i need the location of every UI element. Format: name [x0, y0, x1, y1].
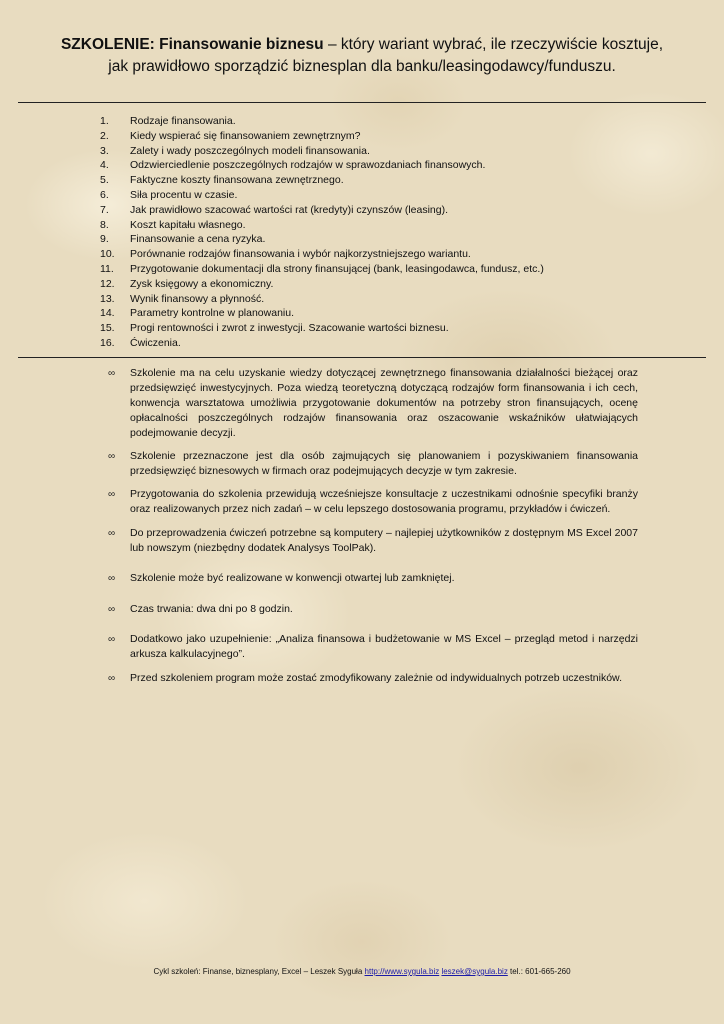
page-footer	[0, 967, 724, 976]
description-item: ∞ Czas trwania: dwa dni po 8 godzin.	[108, 603, 293, 615]
description-item: ∞ Przygotowania do szkolenia przewidują wcześniejsze konsultacje z uczestnikami odnośnie specyfiki branży oraz realizowanych przez nich zadań – w celu lepszego dostosowania programu, przykładów i ćwiczeń.	[108, 488, 638, 515]
infinity-bullet-icon: ∞	[108, 634, 116, 645]
infinity-bullet-icon: ∞	[108, 489, 116, 500]
agenda-list	[100, 114, 660, 351]
agenda-item: 1. Rodzaje finansowania.	[100, 115, 236, 127]
agenda-item: 11. Przygotowanie dokumentacji dla strony finansującej (bank, leasingodawca, fundusz, etc.)	[100, 262, 544, 275]
footer-text: Cykl szkoleń: Finanse, biznesplany, Excel – Leszek Syguła	[153, 967, 365, 976]
agenda-item: 13. Wynik finansowy a płynność.	[100, 292, 265, 305]
agenda-item: 9. Finansowanie a cena ryzyka.	[100, 233, 266, 246]
footer-phone: tel.: 601-665-260	[507, 967, 571, 976]
title-bold: SZKOLENIE: Finansowanie biznesu	[60, 36, 324, 53]
infinity-bullet-icon: ∞	[108, 451, 116, 462]
page-title	[60, 34, 664, 78]
description-item: ∞ Przed szkoleniem program może zostać zmodyfikowany zależnie od indywidualnych potrzeb uczestników.	[108, 672, 622, 684]
agenda-item: 4. Odzwierciedlenie poszczególnych rodzajów w sprawozdaniach finansowych.	[100, 159, 486, 172]
agenda-item: 10. Porównanie rodzajów finansowania i wybór najkorzystniejszego wariantu.	[100, 248, 471, 261]
agenda-item: 16. Ćwiczenia.	[100, 336, 181, 349]
agenda-item: 14. Parametry kontrolne w planowaniu.	[100, 307, 295, 320]
email-link[interactable]: leszek@sygula.biz	[441, 967, 508, 976]
title-rest: – który wariant wybrać, ile rzeczywiście kosztuje, jak prawidłowo sporządzić biznesplan dla banku/leasingodawcy/funduszu.	[108, 36, 664, 75]
infinity-bullet-icon: ∞	[108, 604, 116, 615]
description-item: ∞ Szkolenie może być realizowane w konwencji otwartej lub zamkniętej.	[108, 572, 455, 584]
agenda-item: 6. Siła procentu w czasie.	[100, 188, 238, 201]
agenda-item: 3. Zalety i wady poszczególnych modeli finansowania.	[100, 144, 370, 157]
infinity-bullet-icon: ∞	[108, 528, 116, 539]
middle-divider	[18, 357, 706, 358]
agenda-item: 7. Jak prawidłowo szacować wartości rat (kredyty)i czynszów (leasing).	[100, 203, 449, 216]
website-link[interactable]: http://www.sygula.biz	[364, 967, 440, 976]
description-list	[108, 366, 638, 686]
description-item: ∞ Szkolenie przeznaczone jest dla osób zajmujących się planowaniem i pozyskiwaniem finansowania przedsięwzięć biznesowych w firmach oraz podejmujących decyzje w tym zakresie.	[108, 450, 638, 477]
infinity-bullet-icon: ∞	[108, 573, 116, 584]
agenda-item: 15. Progi rentowności i zwrot z inwestycji. Szacowanie wartości biznesu.	[100, 322, 449, 335]
infinity-bullet-icon: ∞	[108, 673, 116, 684]
agenda-item: 5. Faktyczne koszty finansowana zewnętrznego.	[100, 174, 344, 187]
agenda-item: 8. Koszt kapitału własnego.	[100, 218, 246, 231]
description-item: ∞ Dodatkowo jako uzupełnienie: „Analiza finansowa i budżetowanie w MS Excel – przegląd metod i narzędzi arkusza kalkulacyjnego”.	[108, 633, 638, 660]
description-item: ∞ Do przeprowadzenia ćwiczeń potrzebne są komputery – najlepiej użytkowników z dostępnym MS Excel 2007 lub nowszym (niezbędny dodatek Analysys ToolPak).	[108, 527, 638, 554]
top-divider	[18, 102, 706, 103]
description-item: ∞ Szkolenie ma na celu uzyskanie wiedzy dotyczącej zewnętrznego finansowania działalności bieżącej oraz przedsięwzięć inwestycyjnych. Poza wiedzą teoretyczną dotyczącą rodzajów form finansowania i ich cech, konwencja warsztatowa umożliwia przygotowanie dokumentów na potrzeby stron finansujących, ocenę opłacalności poszczególnych rodzajów finansowania oraz oszacowanie wskaźników ułatwiających podejmowanie decyzji.	[108, 367, 638, 439]
agenda-item: 12. Zysk księgowy a ekonomiczny.	[100, 277, 274, 290]
agenda-item: 2. Kiedy wspierać się finansowaniem zewnętrznym?	[100, 129, 361, 142]
infinity-bullet-icon: ∞	[108, 368, 116, 379]
